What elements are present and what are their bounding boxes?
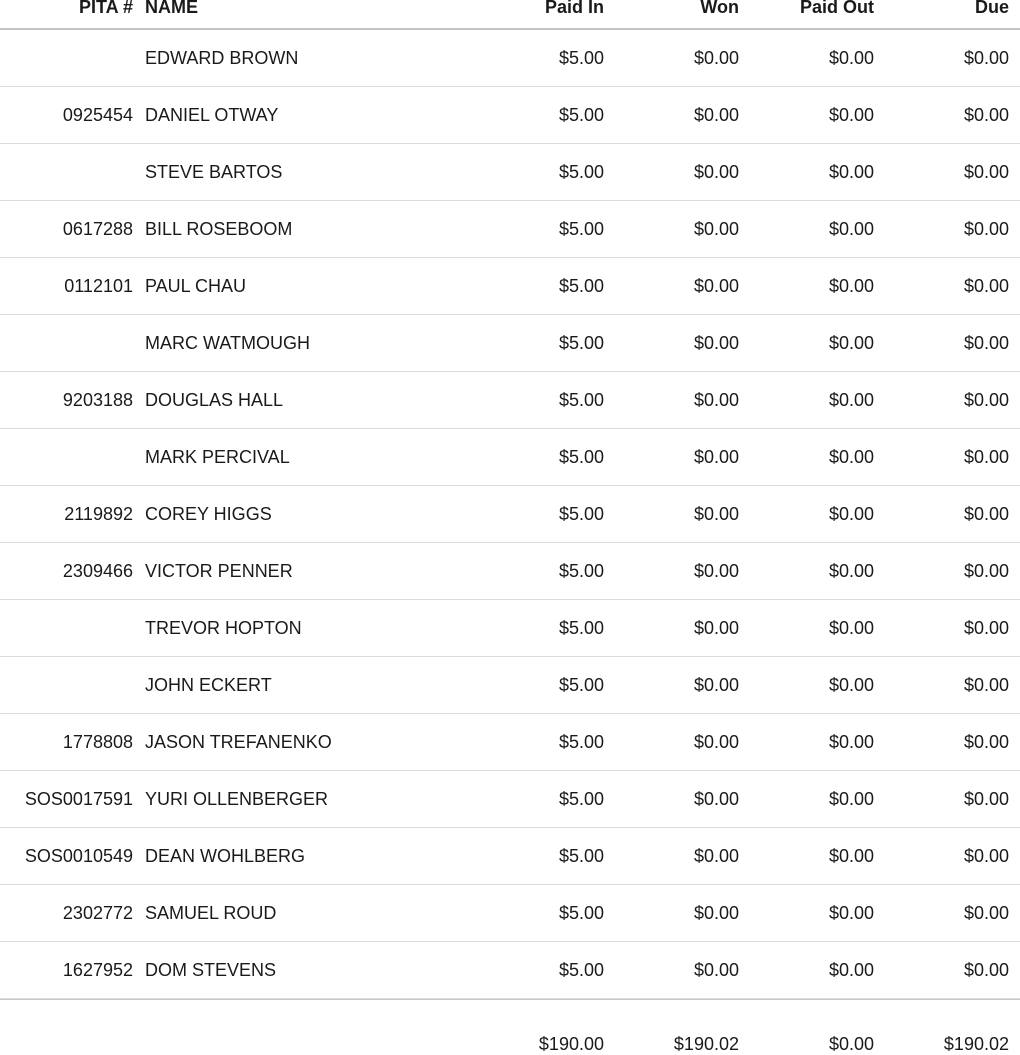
pita-cell: 9203188 [62,389,133,410]
won-cell: $0.00 [693,275,739,296]
due-cell: $0.00 [963,161,1009,182]
table-body [0,30,1020,999]
won-cell: $0.00 [693,389,739,410]
due-cell: $0.00 [963,902,1009,923]
paid-out-cell: $0.00 [828,332,874,353]
paid-out-cell: $0.00 [828,788,874,809]
column-header-paid-in[interactable]: Paid In [544,0,604,17]
paid-in-cell: $5.00 [558,674,604,695]
table-row[interactable] [0,372,1020,429]
name-cell: TREVOR HOPTON [145,617,302,638]
due-cell: $0.00 [963,617,1009,638]
paid-out-cell: $0.00 [828,275,874,296]
won-cell: $0.00 [693,959,739,980]
won-cell: $0.00 [693,617,739,638]
name-cell: EDWARD BROWN [145,47,299,68]
paid-out-cell: $0.00 [828,47,874,68]
table-row[interactable] [0,87,1020,144]
column-header-name[interactable]: NAME [145,0,198,17]
table-row[interactable] [0,657,1020,714]
pita-cell: 2309466 [62,560,133,581]
paid-in-cell: $5.00 [558,446,604,467]
table-row[interactable] [0,771,1020,828]
name-cell: PAUL CHAU [145,275,247,296]
table-row[interactable] [0,543,1020,600]
total-due: $190.02 [943,1034,1009,1054]
paid-in-cell: $5.00 [558,389,604,410]
paid-in-cell: $5.00 [558,47,604,68]
paid-out-cell: $0.00 [828,560,874,581]
table-row[interactable] [0,600,1020,657]
paid-in-cell: $5.00 [558,845,604,866]
pita-cell: 1778808 [62,731,133,752]
paid-out-cell: $0.00 [828,389,874,410]
due-cell: $0.00 [963,845,1009,866]
won-cell: $0.00 [693,731,739,752]
paid-in-cell: $5.00 [558,275,604,296]
column-header-due[interactable]: Due [974,0,1009,17]
total-paid-in: $190.00 [538,1034,604,1054]
paid-in-cell: $5.00 [558,104,604,125]
pita-cell: 0112101 [64,275,133,296]
paid-in-cell: $5.00 [558,218,604,239]
paid-in-cell: $5.00 [558,902,604,923]
paid-out-cell: $0.00 [828,218,874,239]
table-row[interactable] [0,201,1020,258]
due-cell: $0.00 [963,104,1009,125]
name-cell: JASON TREFANENKO [145,731,332,752]
pita-cell: SOS0017591 [24,788,133,809]
due-cell: $0.00 [963,275,1009,296]
name-cell: YURI OLLENBERGER [145,788,329,809]
table-row[interactable] [0,486,1020,543]
won-cell: $0.00 [693,674,739,695]
table-row[interactable] [0,714,1020,771]
name-cell: DOUGLAS HALL [145,389,284,410]
paid-out-cell: $0.00 [828,104,874,125]
pita-cell: 0925454 [62,104,133,125]
due-cell: $0.00 [963,332,1009,353]
table-row[interactable] [0,942,1020,999]
pita-cell: 2302772 [62,902,133,923]
name-cell: MARC WATMOUGH [145,332,310,353]
due-cell: $0.00 [963,788,1009,809]
table-row[interactable] [0,258,1020,315]
name-cell: SAMUEL ROUD [145,902,277,923]
totals-row [0,999,1020,1052]
due-cell: $0.00 [963,47,1009,68]
won-cell: $0.00 [693,332,739,353]
paid-in-cell: $5.00 [558,560,604,581]
table-header [0,0,1020,30]
table-row[interactable] [0,885,1020,942]
name-cell: STEVE BARTOS [145,161,283,182]
won-cell: $0.00 [693,788,739,809]
won-cell: $0.00 [693,104,739,125]
paid-out-cell: $0.00 [828,902,874,923]
won-cell: $0.00 [693,446,739,467]
paid-in-cell: $5.00 [558,617,604,638]
due-cell: $0.00 [963,560,1009,581]
due-cell: $0.00 [963,959,1009,980]
won-cell: $0.00 [693,161,739,182]
total-won: $190.02 [673,1034,739,1054]
won-cell: $0.00 [693,560,739,581]
name-cell: BILL ROSEBOOM [145,218,293,239]
name-cell: DEAN WOHLBERG [145,845,306,866]
paid-in-cell: $5.00 [558,161,604,182]
paid-in-cell: $5.00 [558,731,604,752]
won-cell: $0.00 [693,902,739,923]
won-cell: $0.00 [693,845,739,866]
paid-out-cell: $0.00 [828,731,874,752]
name-cell: MARK PERCIVAL [145,446,290,467]
paid-out-cell: $0.00 [828,503,874,524]
pita-cell: 2119892 [64,503,133,524]
due-cell: $0.00 [963,674,1009,695]
name-cell: DOM STEVENS [145,959,277,980]
table-row[interactable] [0,144,1020,201]
table-row[interactable] [0,315,1020,372]
paid-out-cell: $0.00 [828,959,874,980]
name-cell: DANIEL OTWAY [145,104,279,125]
due-cell: $0.00 [963,731,1009,752]
paid-out-cell: $0.00 [828,674,874,695]
name-cell: VICTOR PENNER [145,560,293,581]
name-cell: COREY HIGGS [145,503,272,524]
name-cell: JOHN ECKERT [145,674,272,695]
paid-in-cell: $5.00 [558,332,604,353]
won-cell: $0.00 [693,503,739,524]
due-cell: $0.00 [963,389,1009,410]
due-cell: $0.00 [963,503,1009,524]
due-cell: $0.00 [963,446,1009,467]
paid-in-cell: $5.00 [558,788,604,809]
table-row[interactable] [0,429,1020,486]
table-row[interactable] [0,828,1020,885]
paid-in-cell: $5.00 [558,503,604,524]
paid-in-cell: $5.00 [558,959,604,980]
pita-cell: 0617288 [62,218,133,239]
won-cell: $0.00 [693,218,739,239]
column-header-pita[interactable]: PITA # [78,0,133,17]
column-header-paid-out[interactable]: Paid Out [799,0,874,17]
total-paid-out: $0.00 [828,1034,874,1054]
paid-out-cell: $0.00 [828,617,874,638]
column-header-won[interactable]: Won [700,0,739,17]
paid-out-cell: $0.00 [828,161,874,182]
paid-out-cell: $0.00 [828,446,874,467]
won-cell: $0.00 [693,47,739,68]
pita-cell: SOS0010549 [24,845,133,866]
pita-cell: 1627952 [62,959,133,980]
paid-out-cell: $0.00 [828,845,874,866]
due-cell: $0.00 [963,218,1009,239]
table-row[interactable] [0,30,1020,87]
